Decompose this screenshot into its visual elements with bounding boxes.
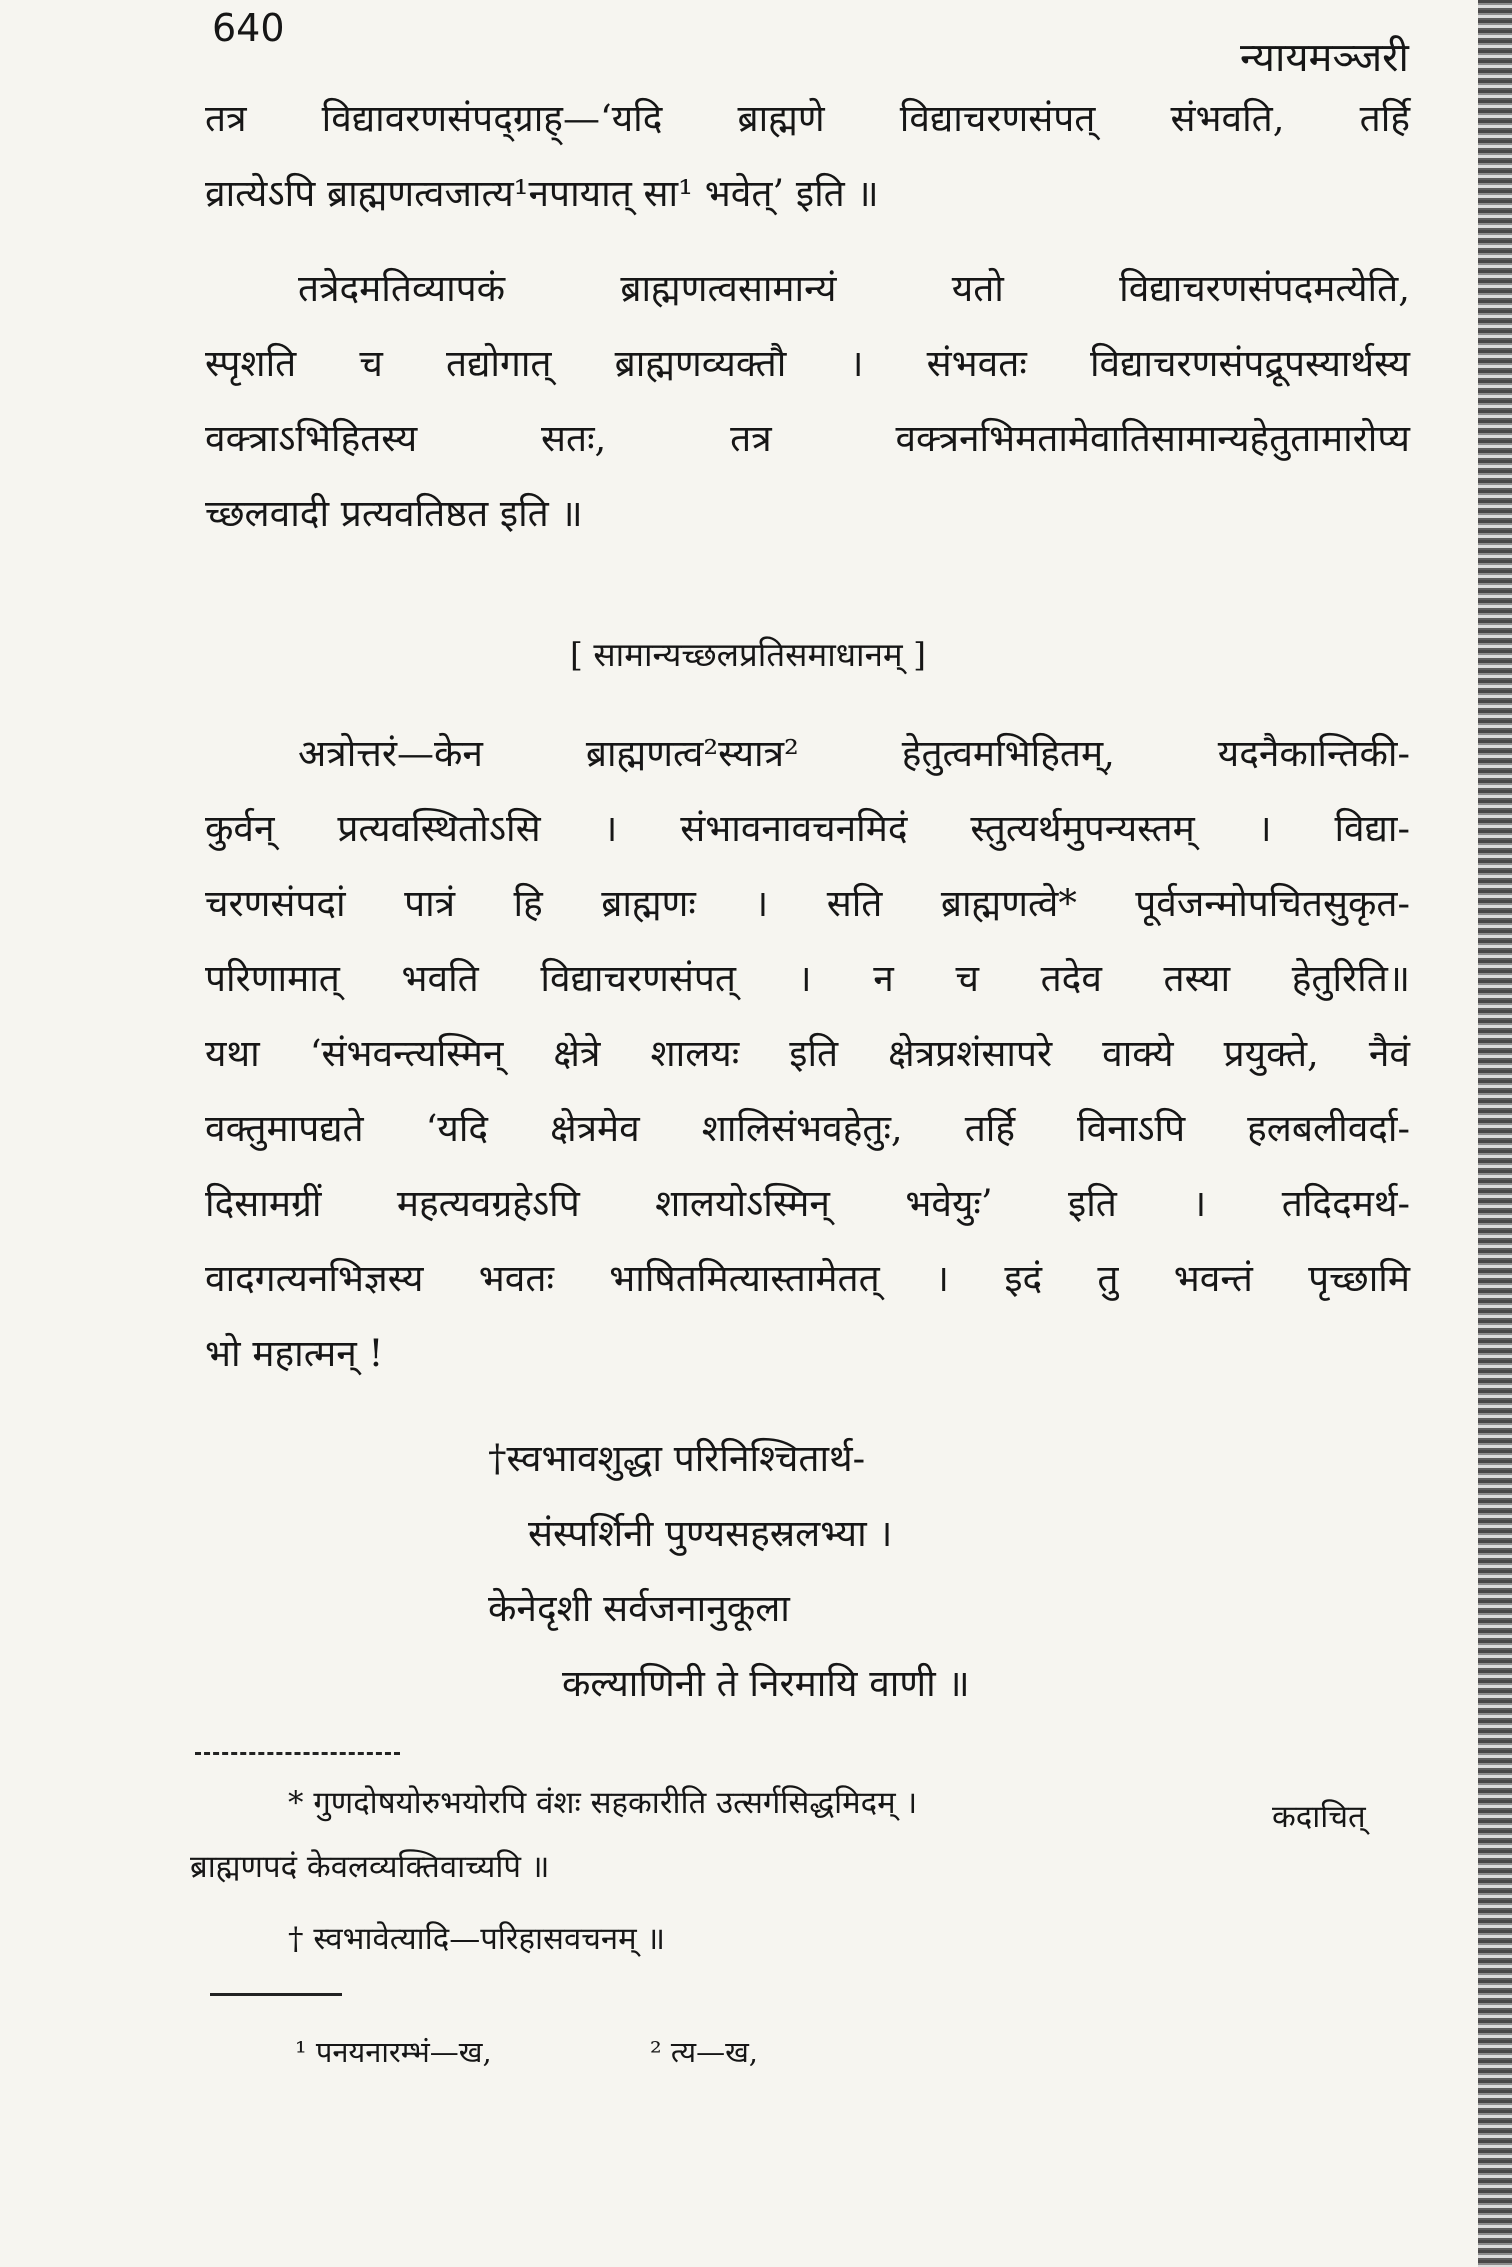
variant-reading: ¹ पनयनारम्भं—ख,: [295, 2035, 492, 2069]
text-line: चरणसंपदां पात्रं हि ब्राह्मणः । सति ब्राह्मणत्वे* पूर्वजन्मोपचितसुकृत-: [205, 882, 1410, 925]
text-line: तत्रेदमतिव्यापकं ब्राह्मणत्वसामान्यं यतो विद्याचरणसंपदमत्येति,: [298, 267, 1410, 310]
variants-rule: [210, 1993, 342, 1996]
section-heading: [ सामान्यच्छलप्रतिसमाधानम् ]: [570, 635, 927, 674]
text-line: तत्र विद्यावरणसंपद्ग्राह्—‘यदि ब्राह्मणे विद्याचरणसंपत् संभवति, तर्हि: [205, 97, 1410, 140]
verse-line: कल्याणिनी ते निरमायि वाणी ॥: [562, 1662, 970, 1705]
footnote-star-end: कदाचित्: [1272, 1799, 1366, 1835]
verse-line: केनेदृशी सर्वजनानुकूला: [488, 1587, 790, 1630]
text-line: वादगत्यनभिज्ञस्य भवतः भाषितमित्यास्तामेतत् । इदं तु भवन्तं पृच्छामि: [205, 1257, 1410, 1300]
page-number: 640: [212, 6, 285, 50]
text-line: भो महात्मन् !: [205, 1332, 384, 1375]
page-edge-shadow: [1478, 0, 1512, 2267]
text-line: यथा ‘संभवन्त्यस्मिन् क्षेत्रे शालयः इति क्षेत्रप्रशंसापरे वाक्ये प्रयुक्ते, नैवं: [205, 1032, 1410, 1075]
footnote-rule: [195, 1752, 400, 1755]
text-line: वक्तुमापद्यते ‘यदि क्षेत्रमेव शालिसंभवहेतुः, तर्हि विनाऽपि हलबलीवर्दा-: [205, 1107, 1410, 1150]
verse-line: †स्वभावशुद्धा परिनिश्चितार्थ-: [488, 1437, 866, 1480]
text-line: स्पृशति च तद्योगात् ब्राह्मणव्यक्तौ । संभवतः विद्याचरणसंपद्रूपस्यार्थस्य: [205, 342, 1410, 385]
variant-reading: ² त्य—ख,: [650, 2035, 759, 2069]
text-line: व्रात्येऽपि ब्राह्मणत्वजात्य¹नपायात् सा¹ भवेत्’ इति ॥: [205, 172, 879, 215]
footnote-star: * गुणदोषयोरुभयोरपि वंशः सहकारीति उत्सर्गसिद्धमिदम् ।: [288, 1785, 918, 1821]
footnote-dagger: † स्वभावेत्यादि—परिहासवचनम् ॥: [288, 1921, 666, 1957]
text-line: कुर्वन् प्रत्यवस्थितोऽसि । संभावनावचनमिदं स्तुत्यर्थमुपन्यस्तम् । विद्या-: [205, 807, 1410, 850]
text-line: च्छलवादी प्रत्यवतिष्ठत इति ॥: [205, 492, 583, 535]
text-line: वक्त्राऽभिहितस्य सतः, तत्र वक्त्रनभिमतामेवातिसामान्यहेतुतामारोप्य: [205, 417, 1410, 460]
text-line: दिसामग्रीं महत्यवग्रहेऽपि शालयोऽस्मिन् भवेयुः’ इति । तदिदमर्थ-: [205, 1182, 1410, 1225]
running-head: न्यायमञ्जरी: [1240, 35, 1409, 81]
verse-line: संस्पर्शिनी पुण्यसहस्रलभ्या ।: [528, 1512, 893, 1555]
footnote-star-cont: ब्राह्मणपदं केवलव्यक्तिवाच्यपि ॥: [190, 1849, 550, 1885]
text-line: अत्रोत्तरं—केन ब्राह्मणत्व²स्यात्र² हेतुत्वमभिहितम्, यदनैकान्तिकी-: [298, 732, 1410, 775]
text-line: परिणामात् भवति विद्याचरणसंपत् । न च तदेव तस्या हेतुरिति॥: [205, 957, 1410, 1000]
